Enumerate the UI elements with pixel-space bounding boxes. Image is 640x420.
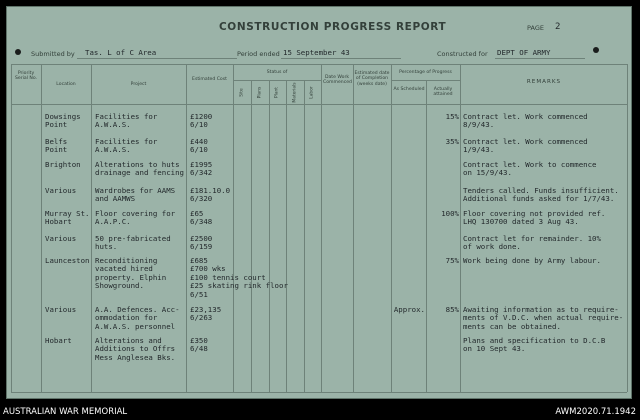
row-remarks: on 10 Sept 43. xyxy=(463,344,526,354)
row-project: 50 pre-fabricated xyxy=(95,234,171,243)
row-remarks: Plans and specification to D.C.B xyxy=(463,336,606,345)
row-cost: £100 tennis court xyxy=(190,272,266,282)
row-cost: 6/159 xyxy=(190,242,213,252)
row-project: Facilities for xyxy=(95,112,158,121)
row-project: A.W.A.S. xyxy=(95,120,131,130)
row-cost: 6/51 xyxy=(190,289,208,299)
row-project: A.W.A.S. xyxy=(95,145,131,155)
row-project: A.A. Defences. Acc- xyxy=(95,305,180,314)
row-cost: £65 xyxy=(190,209,204,218)
row-project: vacated hired xyxy=(95,264,153,274)
row-cost: £440 xyxy=(190,137,208,146)
row-actual: 15% xyxy=(445,112,459,121)
submitted-label: Submitted by xyxy=(31,50,75,58)
constructed-value: DEPT OF ARMY xyxy=(497,48,551,57)
page-label: PAGE xyxy=(527,24,544,32)
row-location: Dowsings xyxy=(45,112,81,121)
row-remarks: Contract let. Work commenced xyxy=(463,137,588,146)
row-location: Various xyxy=(45,305,77,314)
row-cost: 6/342 xyxy=(190,168,213,178)
row-project: A.A.P.C. xyxy=(95,217,131,227)
row-cost: 6/10 xyxy=(190,120,208,130)
row-cost: 6/10 xyxy=(190,145,208,155)
row-location: Various xyxy=(45,234,77,243)
row-location: Hobart xyxy=(45,217,72,227)
row-project: Reconditioning xyxy=(95,256,158,265)
col-date-work: Date Work Commenced xyxy=(323,75,352,86)
row-project: Floor covering for xyxy=(95,209,176,218)
col-status-materials: Materials xyxy=(292,82,298,103)
row-cost: £350 xyxy=(190,336,208,345)
row-location: Hobart xyxy=(45,336,72,345)
row-project: huts. xyxy=(95,242,118,252)
row-remarks: of work done. xyxy=(463,242,521,252)
row-location: Belfs xyxy=(45,137,68,146)
row-cost: 6/48 xyxy=(190,344,208,354)
row-cost: £181.10.0 xyxy=(190,186,231,195)
row-cost: 6/320 xyxy=(190,194,213,204)
col-location: Location xyxy=(56,82,76,87)
row-actual: 85% xyxy=(445,305,459,314)
col-actually: Actually attained xyxy=(433,87,453,98)
row-actual: 75% xyxy=(445,256,459,265)
row-project: ommodation for xyxy=(95,313,158,323)
row-project: Showground. xyxy=(95,281,144,291)
punch-hole xyxy=(15,49,21,55)
row-location: Launceston xyxy=(45,256,90,265)
col-cost: Estimated Cost xyxy=(192,77,227,82)
col-project: Project xyxy=(130,82,147,87)
report-title: CONSTRUCTION PROGRESS REPORT xyxy=(219,21,447,33)
row-cost: 6/263 xyxy=(190,313,213,323)
col-as-scheduled: As Scheduled xyxy=(393,87,425,92)
col-percentage: Percentage of Progress xyxy=(399,70,452,75)
footer-left: AUSTRALIAN WAR MEMORIAL xyxy=(3,407,128,417)
row-location: Brighton xyxy=(45,160,81,169)
row-location: Murray St. xyxy=(45,209,90,218)
col-completion: Estimated date of Completion (weeks date) xyxy=(354,71,390,87)
row-scheduled: Approx. xyxy=(393,305,425,314)
row-cost: £685 xyxy=(190,256,208,265)
row-project: Additions to Offrs xyxy=(95,344,176,354)
row-project: Wardrobes for AAMS xyxy=(95,186,176,195)
row-cost: £2500 xyxy=(190,234,213,243)
row-location: Point xyxy=(45,120,68,130)
row-project: and AAMWS xyxy=(95,194,136,204)
col-status-plans: Plans xyxy=(257,86,263,99)
row-remarks: ments can be obtained. xyxy=(463,321,561,331)
col-status: Status of xyxy=(266,70,288,75)
row-remarks: Work being done by Army labour. xyxy=(463,256,601,265)
row-project: A.W.A.S. personnel xyxy=(95,321,176,331)
col-remarks: REMARKS xyxy=(526,79,562,85)
row-remarks: 8/9/43. xyxy=(463,120,495,130)
row-cost: £1200 xyxy=(190,112,213,121)
row-remarks: Contract let for remainder. 10% xyxy=(463,234,601,243)
row-cost: £1995 xyxy=(190,160,213,169)
row-remarks: on 15/9/43. xyxy=(463,168,512,178)
row-actual: 100% xyxy=(441,209,459,218)
row-location: Various xyxy=(45,186,77,195)
row-remarks: 1/9/43. xyxy=(463,145,495,155)
period-value: 15 September 43 xyxy=(283,48,350,57)
row-remarks: Awaiting information as to require- xyxy=(463,305,619,314)
col-status-plant: Plant xyxy=(274,86,280,99)
row-cost: 6/348 xyxy=(190,217,213,227)
row-location: Point xyxy=(45,145,68,155)
col-status-labor: Labor xyxy=(309,86,315,99)
row-project: drainage and fencing xyxy=(95,168,184,178)
row-remarks: ments of V.D.C. when actual require- xyxy=(463,313,624,323)
report-sheet xyxy=(6,6,632,399)
row-actual: 35% xyxy=(445,137,459,146)
row-remarks: LHQ 130700 dated 3 Aug 43. xyxy=(463,217,579,227)
row-remarks: Tenders called. Funds insufficient. xyxy=(463,186,619,195)
row-project: Alterations to huts xyxy=(95,160,180,169)
row-project: Facilities for xyxy=(95,137,158,146)
col-priority: Priority Serial No. xyxy=(14,71,38,82)
row-cost: £700 wks xyxy=(190,264,226,274)
row-cost: £25 skating rink floor xyxy=(190,281,288,291)
footer-right: AWM2020.71.1942 xyxy=(555,407,636,417)
page-number: 2 xyxy=(555,22,561,32)
row-remarks: Additional funds asked for 1/7/43. xyxy=(463,194,615,204)
row-remarks: Contract let. Work commenced xyxy=(463,112,588,121)
row-cost: £23,135 xyxy=(190,305,222,314)
row-project: Mess Anglesea Bks. xyxy=(95,352,176,362)
row-project: Alterations and xyxy=(95,336,162,345)
row-remarks: Floor covering not provided ref. xyxy=(463,209,606,218)
submitted-value: Tas. L of C Area xyxy=(85,48,157,57)
col-status-site: Site xyxy=(239,88,245,97)
row-remarks: Contract let. Work to commence xyxy=(463,160,597,169)
constructed-label: Constructed for xyxy=(437,50,488,58)
punch-hole xyxy=(593,47,599,53)
row-project: property. Elphin xyxy=(95,272,167,282)
period-label: Period ended xyxy=(237,50,280,58)
